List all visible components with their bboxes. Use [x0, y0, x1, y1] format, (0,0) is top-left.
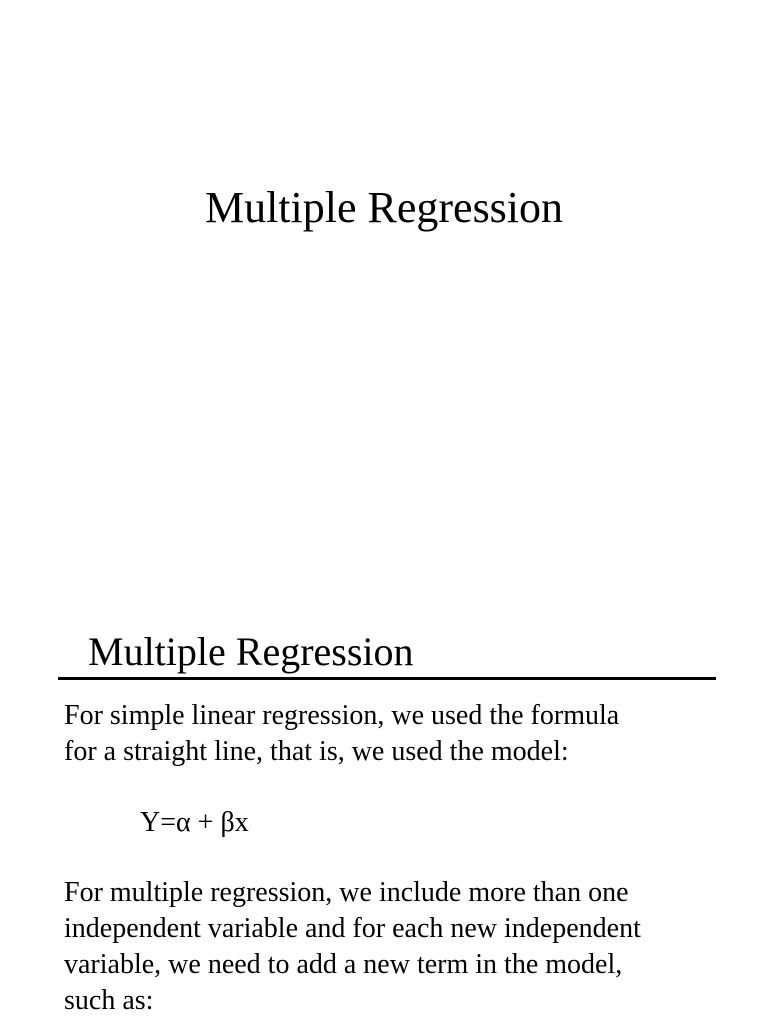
- paragraph-multiple-regression: [64, 875, 641, 1019]
- paragraph-line: independent variable and for each new independent: [64, 913, 641, 944]
- paragraph-line: For simple linear regression, we used the formula: [64, 700, 620, 731]
- paragraph-line: variable, we need to add a new term in the model,: [64, 949, 623, 980]
- heading-divider: [58, 677, 716, 680]
- paragraph-line: For multiple regression, we include more than one: [64, 877, 629, 908]
- content-slide: [0, 512, 768, 1024]
- paragraph-simple-regression: [64, 698, 619, 770]
- paragraph-line: for a straight line, that is, we used the model:: [64, 736, 569, 767]
- paragraph-line: such as:: [64, 985, 154, 1016]
- content-slide-heading: Multiple Regression: [88, 629, 414, 674]
- regression-formula: Y=α + βx: [140, 807, 249, 838]
- title-slide-title: Multiple Regression: [204, 183, 564, 232]
